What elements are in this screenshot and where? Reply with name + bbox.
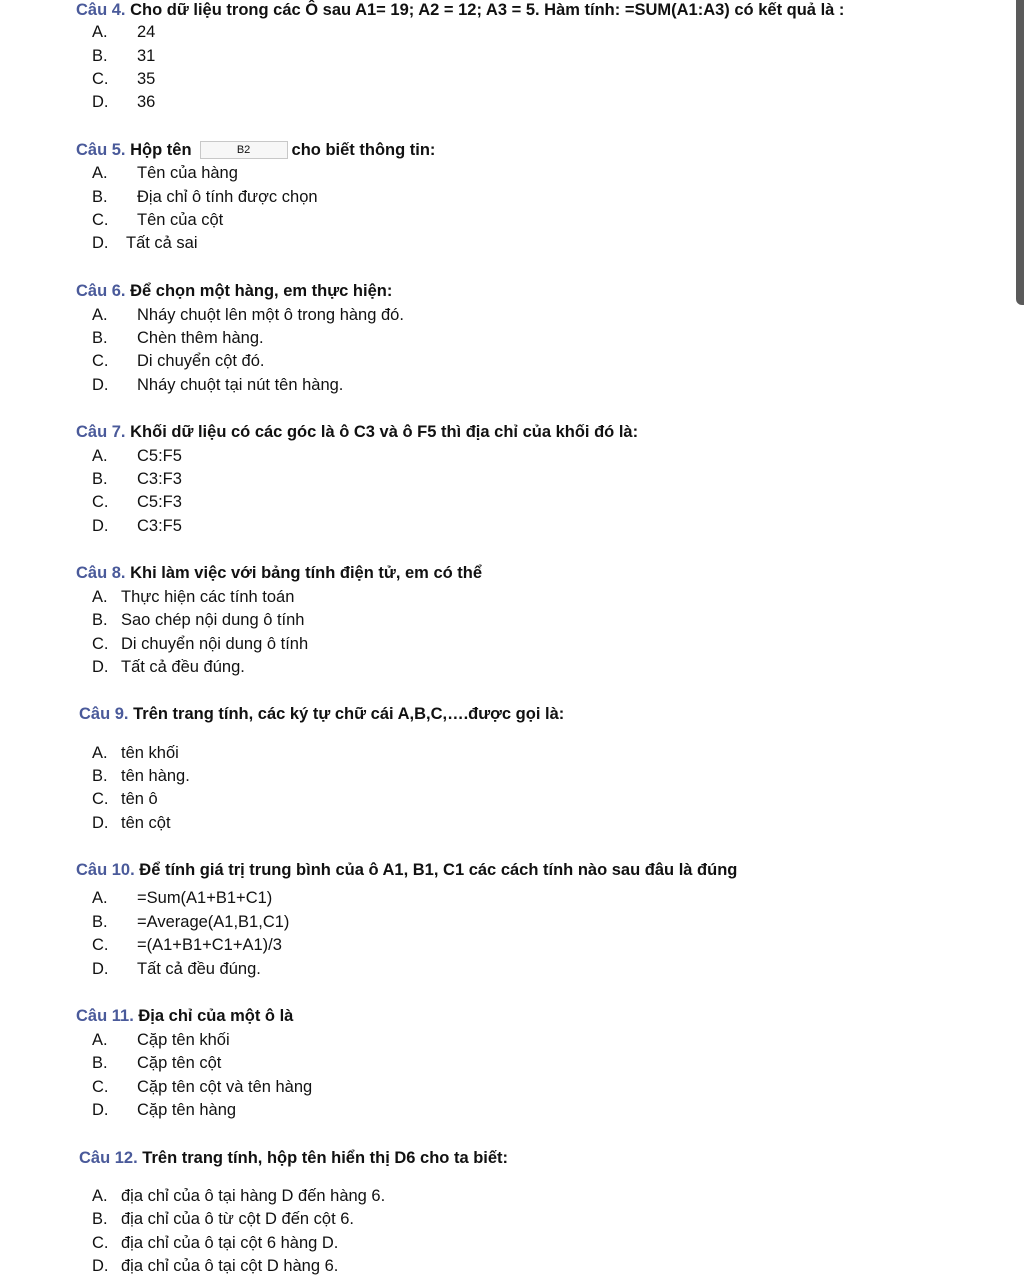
option-letter: D. — [92, 814, 109, 832]
question-title — [76, 0, 844, 20]
name-box-image: B2 — [200, 141, 288, 159]
option-text: Tất cả đều đúng. — [137, 960, 261, 978]
option-a — [92, 305, 404, 325]
option-d — [92, 92, 155, 112]
option-text: Nháy chuột tại nút tên hàng. — [137, 376, 344, 394]
option-letter: C. — [92, 635, 109, 653]
scrollbar[interactable] — [1016, 0, 1024, 305]
question-text-after: cho biết thông tin: — [291, 141, 436, 159]
option-d — [92, 657, 245, 677]
option-b — [92, 1209, 354, 1229]
option-text: Di chuyển nội dung ô tính — [121, 635, 309, 653]
option-letter: B. — [92, 47, 108, 65]
option-text: C3:F3 — [137, 470, 182, 488]
question-text: Khối dữ liệu có các góc là ô C3 và ô F5 thì địa chỉ của khối đó là: — [130, 423, 639, 441]
question-text: Cho dữ liệu trong các Ô sau A1= 19; A2 = 12; A3 = 5. Hàm tính: =SUM(A1:A3) có kết quả là : — [130, 1, 845, 19]
option-letter: C. — [92, 493, 109, 511]
question-text: Để chọn một hàng, em thực hiện: — [130, 282, 393, 300]
option-text: Tên của hàng — [137, 164, 238, 182]
option-text: tên ô — [121, 790, 158, 808]
option-text: địa chỉ của ô tại cột 6 hàng D. — [121, 1234, 339, 1252]
option-b — [92, 610, 304, 630]
option-a — [92, 446, 182, 466]
option-a — [92, 743, 179, 763]
question-text: Để tính giá trị trung bình của ô A1, B1, C1 các cách tính nào sau đâu là đúng — [139, 861, 738, 879]
option-letter: A. — [92, 889, 108, 907]
option-letter: A. — [92, 447, 108, 465]
option-text: Tất cả sai — [126, 234, 198, 252]
option-letter: B. — [92, 470, 108, 488]
question-text: Trên trang tính, hộp tên hiển thị D6 cho ta biết: — [142, 1149, 509, 1167]
option-text: địa chỉ của ô tại hàng D đến hàng 6. — [121, 1187, 386, 1205]
question-text: Địa chỉ của một ô là — [138, 1007, 294, 1025]
option-letter: C. — [92, 211, 109, 229]
option-c — [92, 1077, 312, 1097]
option-b — [92, 469, 182, 489]
option-text: Nháy chuột lên một ô trong hàng đó. — [137, 306, 404, 324]
option-c — [92, 492, 182, 512]
option-text: Cặp tên cột và tên hàng — [137, 1078, 313, 1096]
option-d — [92, 516, 182, 536]
question-text: Trên trang tính, các ký tự chữ cái A,B,C,….được gọi là: — [133, 705, 565, 723]
question-number: Câu 9. — [79, 705, 129, 723]
option-c — [92, 210, 223, 230]
option-letter: D. — [92, 93, 109, 111]
option-letter: B. — [92, 1210, 108, 1228]
option-letter: C. — [92, 1078, 109, 1096]
option-letter: B. — [92, 913, 108, 931]
option-a — [92, 22, 155, 42]
option-text: C5:F3 — [137, 493, 182, 511]
question-title — [76, 422, 638, 442]
option-text: Cặp tên cột — [137, 1054, 222, 1072]
option-letter: C. — [92, 70, 109, 88]
option-text: =Average(A1,B1,C1) — [137, 913, 290, 931]
question-number: Câu 8. — [76, 564, 126, 582]
option-letter: C. — [92, 790, 109, 808]
option-text: 24 — [137, 23, 156, 41]
option-letter: B. — [92, 1054, 108, 1072]
question-title — [79, 1148, 508, 1168]
question-number: Câu 7. — [76, 423, 126, 441]
question-title — [76, 281, 392, 301]
option-text: Di chuyển cột đó. — [137, 352, 265, 370]
option-text: Thực hiện các tính toán — [121, 588, 295, 606]
option-letter: D. — [92, 960, 109, 978]
option-c — [92, 1233, 338, 1253]
option-a — [92, 587, 294, 607]
question-title — [76, 563, 482, 583]
option-text: Cặp tên hàng — [137, 1101, 237, 1119]
option-letter: C. — [92, 352, 109, 370]
option-letter: C. — [92, 1234, 109, 1252]
question-number: Câu 6. — [76, 282, 126, 300]
option-c — [92, 634, 308, 654]
option-letter: B. — [92, 611, 108, 629]
option-letter: A. — [92, 1031, 108, 1049]
option-b — [92, 187, 318, 207]
option-text: Tất cả đều đúng. — [121, 658, 245, 676]
option-b — [92, 328, 264, 348]
option-b — [92, 1053, 221, 1073]
option-text: Chèn thêm hàng. — [137, 329, 264, 347]
option-a — [92, 1030, 230, 1050]
option-b — [92, 912, 289, 932]
option-d — [92, 233, 198, 253]
option-text: 35 — [137, 70, 156, 88]
option-d — [92, 1256, 338, 1276]
option-letter: D. — [92, 1257, 109, 1275]
option-letter: D. — [92, 376, 109, 394]
option-text: =Sum(A1+B1+C1) — [137, 889, 273, 907]
option-letter: D. — [92, 658, 109, 676]
option-letter: C. — [92, 936, 109, 954]
option-text: 31 — [137, 47, 156, 65]
option-text: C3:F5 — [137, 517, 182, 535]
question-number: Câu 10. — [76, 861, 135, 879]
option-b — [92, 46, 155, 66]
option-text: C5:F5 — [137, 447, 182, 465]
question-text-before: Hộp tên — [130, 141, 192, 159]
option-text: tên khối — [121, 744, 179, 762]
option-d — [92, 959, 261, 979]
option-text: Cặp tên khối — [137, 1031, 230, 1049]
option-text: địa chỉ của ô từ cột D đến cột 6. — [121, 1210, 355, 1228]
option-text: tên cột — [121, 814, 171, 832]
option-c — [92, 789, 158, 809]
option-a — [92, 888, 272, 908]
option-letter: D. — [92, 1101, 109, 1119]
option-letter: A. — [92, 744, 108, 762]
question-text: Khi làm việc với bảng tính điện tử, em có thể — [130, 564, 483, 582]
option-text: Tên của cột — [137, 211, 224, 229]
option-letter: A. — [92, 1187, 108, 1205]
question-number: Câu 11. — [76, 1007, 134, 1025]
option-b — [92, 766, 190, 786]
question-number: Câu 4. — [76, 1, 126, 19]
option-text: 36 — [137, 93, 156, 111]
option-a — [92, 163, 238, 183]
option-text: =(A1+B1+C1+A1)/3 — [137, 936, 282, 954]
question-number: Câu 5. — [76, 141, 126, 159]
question-title — [76, 860, 737, 880]
option-letter: D. — [92, 517, 109, 535]
option-c — [92, 935, 282, 955]
option-d — [92, 375, 343, 395]
option-letter: B. — [92, 188, 108, 206]
option-text: Sao chép nội dung ô tính — [121, 611, 305, 629]
option-d — [92, 813, 171, 833]
option-d — [92, 1100, 236, 1120]
option-letter: D. — [92, 234, 109, 252]
option-text: địa chỉ của ô tại cột D hàng 6. — [121, 1257, 339, 1275]
question-number: Câu 12. — [79, 1149, 138, 1167]
option-c — [92, 351, 265, 371]
option-letter: A. — [92, 306, 108, 324]
question-title — [79, 704, 564, 724]
option-letter: A. — [92, 23, 108, 41]
option-letter: B. — [92, 767, 108, 785]
option-a — [92, 1186, 385, 1206]
option-letter: A. — [92, 588, 108, 606]
question-title — [76, 140, 435, 160]
option-letter: A. — [92, 164, 108, 182]
option-letter: B. — [92, 329, 108, 347]
option-text: tên hàng. — [121, 767, 190, 785]
question-title — [76, 1006, 293, 1026]
option-c — [92, 69, 155, 89]
option-text: Địa chỉ ô tính được chọn — [137, 188, 318, 206]
